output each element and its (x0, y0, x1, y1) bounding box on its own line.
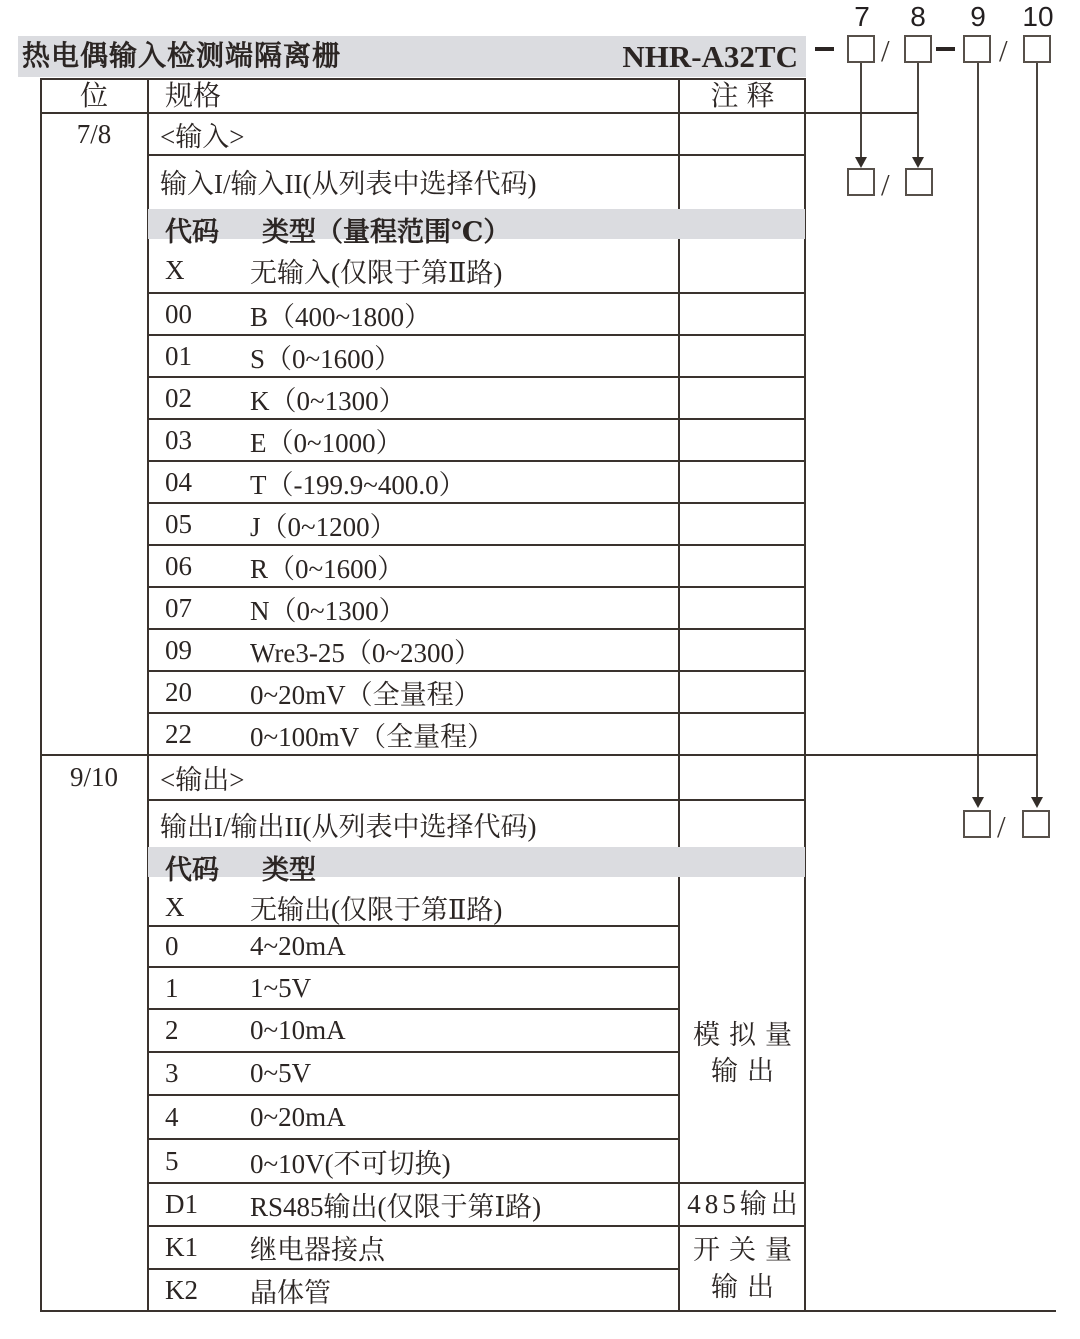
table-row (148, 1227, 679, 1268)
code-value: 0 (165, 931, 179, 961)
arrow-down-icon (1031, 797, 1043, 808)
arrow-down-icon (912, 157, 924, 168)
input1-code-box (847, 168, 875, 196)
table-right-border (804, 78, 806, 1312)
input-section-subtitle: 输入I/输入II(从列表中选择代码) (160, 168, 537, 199)
note-line: 开关量 (693, 1235, 801, 1266)
code-value: X (165, 892, 185, 922)
code-box-8 (904, 35, 932, 63)
code-value: 4 (165, 1101, 179, 1132)
type-value: T（-199.9~400.0） (250, 469, 466, 500)
code-value: D1 (165, 1189, 198, 1219)
slash-separator: / (999, 33, 1008, 68)
table-row (148, 1053, 679, 1094)
code-value: 02 (165, 382, 192, 413)
product-title: 热电偶输入检测端隔离栅 (22, 41, 342, 72)
output-code-header: 代码 (165, 855, 219, 885)
note-switch-output (681, 1227, 804, 1310)
output-section-title: <输出> (160, 765, 245, 795)
dash-separator (936, 47, 955, 51)
type-value: 0~10mA (250, 1015, 346, 1045)
code-value: 1 (165, 972, 179, 1003)
type-value: 1~5V (250, 972, 312, 1003)
code-value: 04 (165, 466, 192, 497)
note-485-output (681, 1184, 804, 1225)
type-value: 4~20mA (250, 931, 346, 961)
table-row (148, 335, 679, 377)
table-row (148, 1010, 679, 1051)
arrow-down-icon (855, 157, 867, 168)
model-number: NHR-A32TC (622, 39, 798, 74)
type-value: 0~5V (250, 1058, 312, 1088)
table-row (148, 377, 679, 419)
code-value: 22 (165, 718, 192, 749)
type-value: 0~20mV（全量程） (250, 679, 481, 710)
table-row (148, 890, 679, 925)
bit-cell-910: 9/10 (69, 762, 118, 792)
code-value: 5 (165, 1145, 179, 1176)
code-value: 00 (165, 298, 192, 329)
digit-label-10: 10 (1022, 1, 1054, 32)
table-row (148, 1184, 679, 1225)
digit-label-8: 8 (910, 1, 926, 32)
dash-separator (815, 47, 834, 51)
table-row (148, 587, 679, 629)
table-row (148, 927, 679, 966)
input-code-header: 代码 (165, 217, 219, 247)
drop-line-10 (1036, 63, 1038, 797)
table-row (148, 1270, 679, 1310)
note-line: 485输出 (687, 1189, 802, 1220)
table-left-border (40, 78, 42, 1312)
output-section-subtitle: 输出I/输出II(从列表中选择代码) (160, 811, 537, 842)
code-value: 01 (165, 340, 192, 371)
code-value: X (165, 255, 185, 285)
type-value: J（0~1200） (250, 511, 397, 542)
type-value: K（0~1300） (250, 385, 406, 416)
output-code-header-bar (148, 847, 805, 877)
type-value: 0~10V(不可切换) (250, 1148, 451, 1179)
note-analog-output (681, 890, 804, 1182)
output1-code-box (963, 810, 991, 838)
input2-code-box (905, 168, 933, 196)
code-value: K1 (165, 1232, 198, 1262)
table-row (148, 293, 679, 335)
table-row (148, 461, 679, 503)
code-value: 03 (165, 424, 192, 455)
table-row (148, 419, 679, 461)
code-box-10 (1023, 35, 1051, 63)
type-value: E（0~1000） (250, 427, 403, 458)
code-value: 20 (165, 676, 192, 707)
header-spec: 规格 (165, 81, 222, 112)
type-value: 继电器接点 (250, 1235, 385, 1265)
type-value: B（400~1800） (250, 301, 432, 332)
table-top-border (40, 78, 806, 80)
slash-separator: / (881, 167, 890, 202)
output2-code-box (1022, 810, 1050, 838)
code-value: 06 (165, 550, 192, 581)
digit-label-7: 7 (854, 1, 870, 32)
table-bottom-border-extended (40, 1310, 1056, 1312)
table-row (148, 629, 679, 671)
header-bit: 位 (79, 81, 108, 112)
arrow-down-icon (972, 797, 984, 808)
table-row (148, 1096, 679, 1138)
output-type-header: 类型 (262, 855, 316, 885)
table-row (148, 1140, 679, 1182)
bit-cell-78: 7/8 (76, 119, 112, 149)
code-box-9 (963, 35, 991, 63)
type-value: S（0~1600） (250, 343, 402, 374)
type-value: 无输入(仅限于第Ⅱ路) (250, 258, 503, 288)
code-box-7 (847, 35, 875, 63)
code-value: 05 (165, 508, 192, 539)
code-value: 07 (165, 592, 192, 623)
code-value: 2 (165, 1015, 179, 1045)
drop-line-9 (977, 63, 979, 797)
table-row (148, 503, 679, 545)
note-line: 输出 (711, 1271, 783, 1302)
type-value: 无输出(仅限于第Ⅱ路) (250, 895, 503, 925)
type-value: 晶体管 (250, 1277, 331, 1308)
note-line: 模拟量 (693, 1019, 801, 1050)
drop-line-7 (860, 63, 862, 158)
digit-label-9: 9 (970, 1, 986, 32)
code-value: K2 (165, 1274, 198, 1305)
drop-line-8 (917, 63, 919, 158)
table-row (148, 713, 679, 755)
slash-separator: / (997, 809, 1006, 844)
note-line: 输出 (711, 1056, 783, 1086)
table-row (148, 671, 679, 713)
type-value: 0~20mA (250, 1101, 346, 1132)
table-row (148, 545, 679, 587)
type-value: 0~100mV（全量程） (250, 721, 495, 752)
type-value: N（0~1300） (250, 595, 406, 626)
input-section-title: <输入> (160, 122, 245, 152)
header-note: 注释 (710, 81, 783, 112)
type-value: Wre3-25（0~2300） (250, 637, 481, 668)
input-type-header: 类型（量程范围℃） (262, 217, 511, 247)
table-row (148, 968, 679, 1008)
code-value: 09 (165, 634, 192, 665)
code-value: 3 (165, 1058, 179, 1088)
type-value: RS485输出(仅限于第Ⅰ路) (250, 1192, 542, 1222)
type-value: R（0~1600） (250, 553, 405, 584)
slash-separator: / (881, 33, 890, 68)
table-row (148, 248, 679, 293)
